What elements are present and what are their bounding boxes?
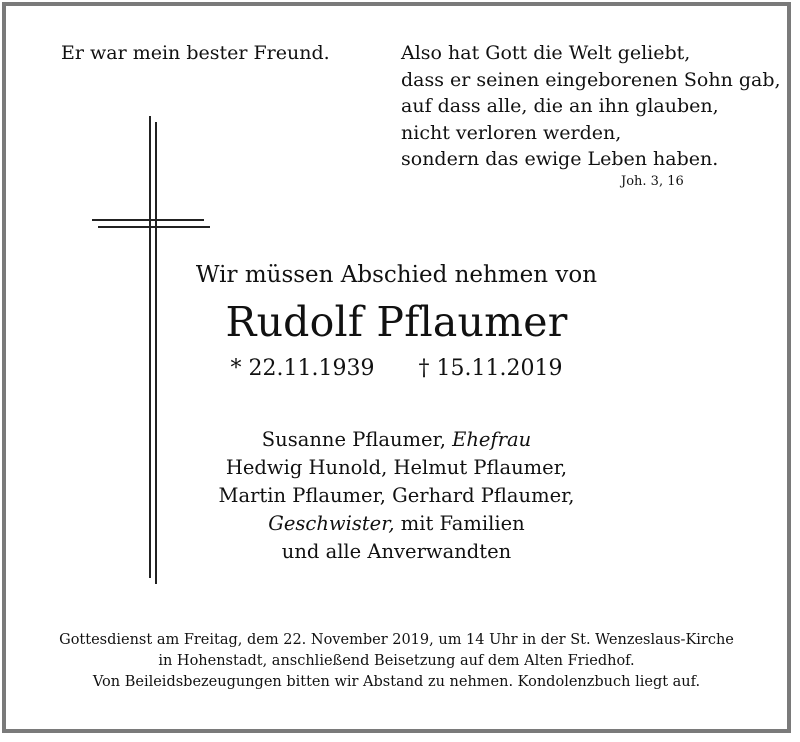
verse-reference: Joh. 3, 16: [621, 174, 684, 189]
mourner-line: Martin Pflaumer, Gerhard Pflaumer,: [218, 484, 575, 507]
service-line: in Hohenstadt, anschließend Beisetzung auf dem Alten Friedhof.: [158, 653, 635, 669]
verse-line: nicht verloren werden,: [401, 121, 622, 144]
mourner-line: [6, 426, 787, 454]
service-line: Gottesdienst am Freitag, dem 22. November 2019, um 14 Uhr in der St. Wenzeslaus-Kirche: [59, 632, 734, 648]
verse-line: dass er seinen eingeborenen Sohn gab,: [401, 68, 781, 91]
mourner-line: Hedwig Hunold, Helmut Pflaumer,: [225, 456, 568, 479]
farewell-intro: Wir müssen Abschied nehmen von: [195, 262, 598, 288]
service-info: [6, 630, 787, 693]
mourner-line: und alle Anverwandten: [281, 540, 512, 563]
death-date: † 15.11.2019: [418, 356, 563, 381]
verse-line: Also hat Gott die Welt geliebt,: [401, 42, 691, 64]
birth-date: * 22.11.1939: [230, 356, 375, 381]
verse-line: sondern das ewige Leben haben.: [401, 148, 719, 170]
life-dates: [6, 356, 787, 381]
service-line: Von Beileidsbezeugungen bitten wir Abstand zu nehmen. Kondolenzbuch liegt auf.: [92, 674, 701, 690]
verse-line: auf dass alle, die an ihn glauben,: [401, 95, 719, 117]
mourner-text: mit Familien: [400, 512, 525, 535]
deceased-name: Rudolf Pflaumer: [225, 298, 568, 346]
mourner-role: Geschwister,: [268, 512, 395, 535]
left-quote: Er war mein bester Freund.: [61, 42, 330, 64]
obituary-notice: [2, 2, 791, 733]
mourner-role: Ehefrau: [452, 428, 532, 451]
mourners-list: [6, 426, 787, 566]
bible-verse: [401, 40, 781, 173]
mourner-line: [6, 510, 787, 538]
mourner-name: Susanne Pflaumer,: [261, 428, 446, 451]
